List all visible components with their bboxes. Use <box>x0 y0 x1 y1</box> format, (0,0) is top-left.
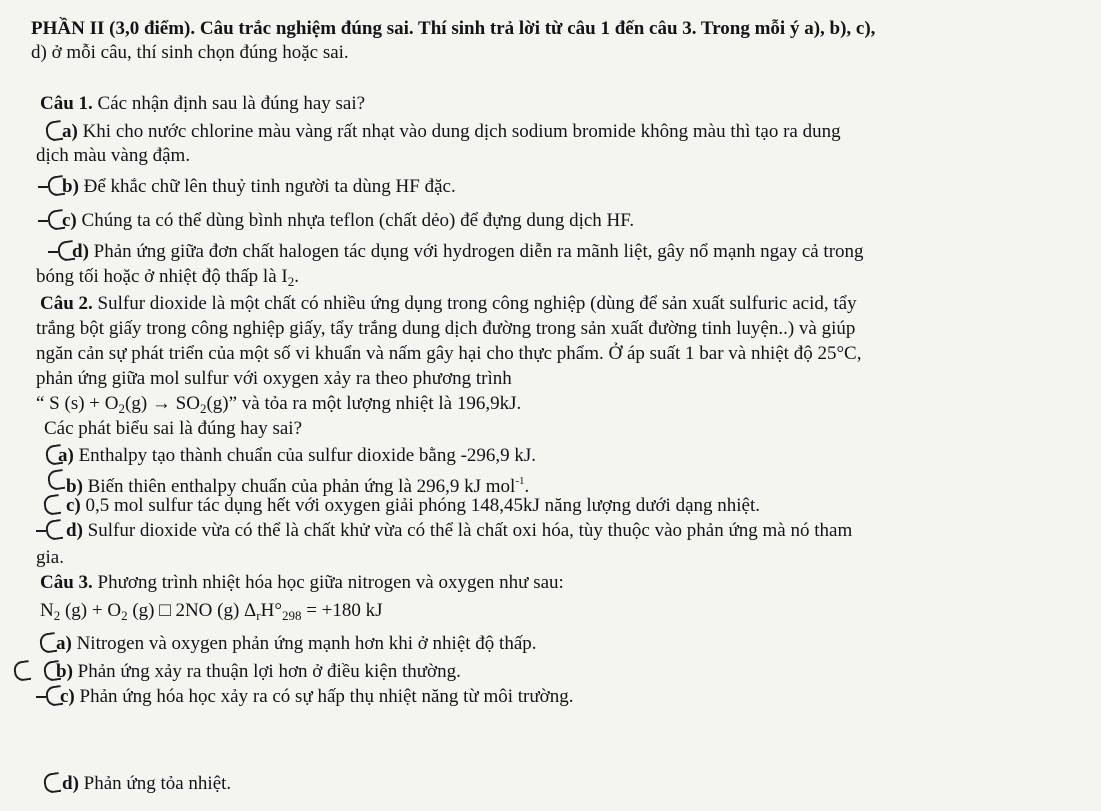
answer-mark-s <box>45 120 64 142</box>
q2-stem-1: Câu 2. Sulfur dioxide là một chất có nhiều ứng dụng trong công nghiệp (dùng để sản xuất sulfuric acid, tẩy <box>40 293 857 314</box>
answer-mark-d <box>45 519 64 541</box>
q1-option-c: c) Chúng ta có thể dùng bình nhựa teflon (chất dẻo) để đựng dung dịch HF. <box>62 210 635 231</box>
answer-mark-s <box>43 772 62 794</box>
q3-option-c: c) Phản ứng hóa học xảy ra có sự hấp thụ nhiệt năng từ môi trường. <box>60 686 574 707</box>
q2-stem-5: Các phát biểu sai là đúng hay sai? <box>44 418 303 439</box>
answer-mark-s <box>47 469 66 491</box>
q1-option-d-cont: bóng tối hoặc ở nhiệt độ thấp là $I_2$. <box>36 266 299 289</box>
answer-mark-dash <box>48 251 58 253</box>
q2-option-d-cont: gia. <box>36 547 64 568</box>
section-title: PHẦN II (3,0 điểm). Câu trắc nghiệm đúng sai. Thí sinh trả lời từ câu 1 đến câu 3. Trong mỗi ý a), b), c), <box>31 18 876 39</box>
answer-mark-s <box>43 494 62 516</box>
answer-mark-s <box>39 632 58 654</box>
answer-mark-dash <box>38 220 48 222</box>
answer-mark-paren <box>13 660 32 682</box>
q2-option-a: a) Enthalpy tạo thành chuẩn của sulfur dioxide bằng -296,9 kJ. <box>58 445 537 466</box>
q3-option-a: a) Nitrogen và oxygen phản ứng mạnh hơn khi ở nhiệt độ thấp. <box>56 633 537 654</box>
q2-stem-3: ngăn cản sự phát triển của một số vi khuẩn và nấm gây hại cho thực phẩm. Ở áp suất 1 bar và nhiệt độ 25°C, <box>36 343 862 364</box>
q2-option-c: c) 0,5 mol sulfur tác dụng hết với oxygen giải phóng 148,45kJ năng lượng dưới dạng nhiệt. <box>66 495 761 516</box>
q3-label: Câu 3. <box>40 572 93 593</box>
answer-mark-dash <box>36 530 46 532</box>
q3-equation: $N_2$ $(g) + O_2$ (g) □ 2NO (g) $\Delta_rH^\circ_{298} = +180$ kJ <box>40 600 383 623</box>
q1-label: Câu 1. <box>40 93 93 114</box>
q3-stem: Câu 3. Phương trình nhiệt hóa học giữa nitrogen và oxygen như sau: <box>40 572 564 593</box>
section-title-cont: d) ở mỗi câu, thí sinh chọn đúng hoặc sai. <box>31 42 349 63</box>
answer-mark-dash <box>38 186 48 188</box>
q2-label: Câu 2. <box>40 293 93 314</box>
q2-stem-2: trắng bột giấy trong công nghiệp giấy, tẩy trắng dung dịch đường trong sản xuất đường tinh luyện..) và giúp <box>36 318 856 339</box>
q2-option-d: d) Sulfur dioxide vừa có thể là chất khử vừa có thể là chất oxi hóa, tùy thuộc vào phản ứng mà nó tham <box>66 520 853 541</box>
q2-stem-4: phản ứng giữa mol sulfur với oxygen xảy ra theo phương trình <box>36 368 512 389</box>
q1-stem: Câu 1. Các nhận định sau là đúng hay sai? <box>40 93 366 114</box>
q3-option-b: b) Phản ứng xảy ra thuận lợi hơn ở điều kiện thường. <box>56 661 461 682</box>
q1-option-a: a) Khi cho nước chlorine màu vàng rất nhạt vào dung dịch sodium bromide không màu thì tạo ra dung <box>62 121 841 142</box>
q2-option-b: b) Biến thiên enthalpy chuẩn của phản ứng là 296,9 kJ mol$^{-1}$. <box>66 475 530 497</box>
q2-equation: “ S $(s) + O_2(g) \to SO_2(g)$” và tỏa ra một lượng nhiệt là 196,9kJ. <box>36 393 522 416</box>
q1-option-a-cont: dịch màu vàng đậm. <box>36 145 191 166</box>
q3-option-d: d) Phản ứng tỏa nhiệt. <box>62 773 232 794</box>
q1-option-b: b) Để khắc chữ lên thuỷ tinh người ta dùng HF đặc. <box>62 176 456 197</box>
q1-option-d: d) Phản ứng giữa đơn chất halogen tác dụng với hydrogen diễn ra mãnh liệt, gây nổ mạnh ngay cả trong <box>72 241 864 262</box>
answer-mark-dash <box>36 696 46 698</box>
